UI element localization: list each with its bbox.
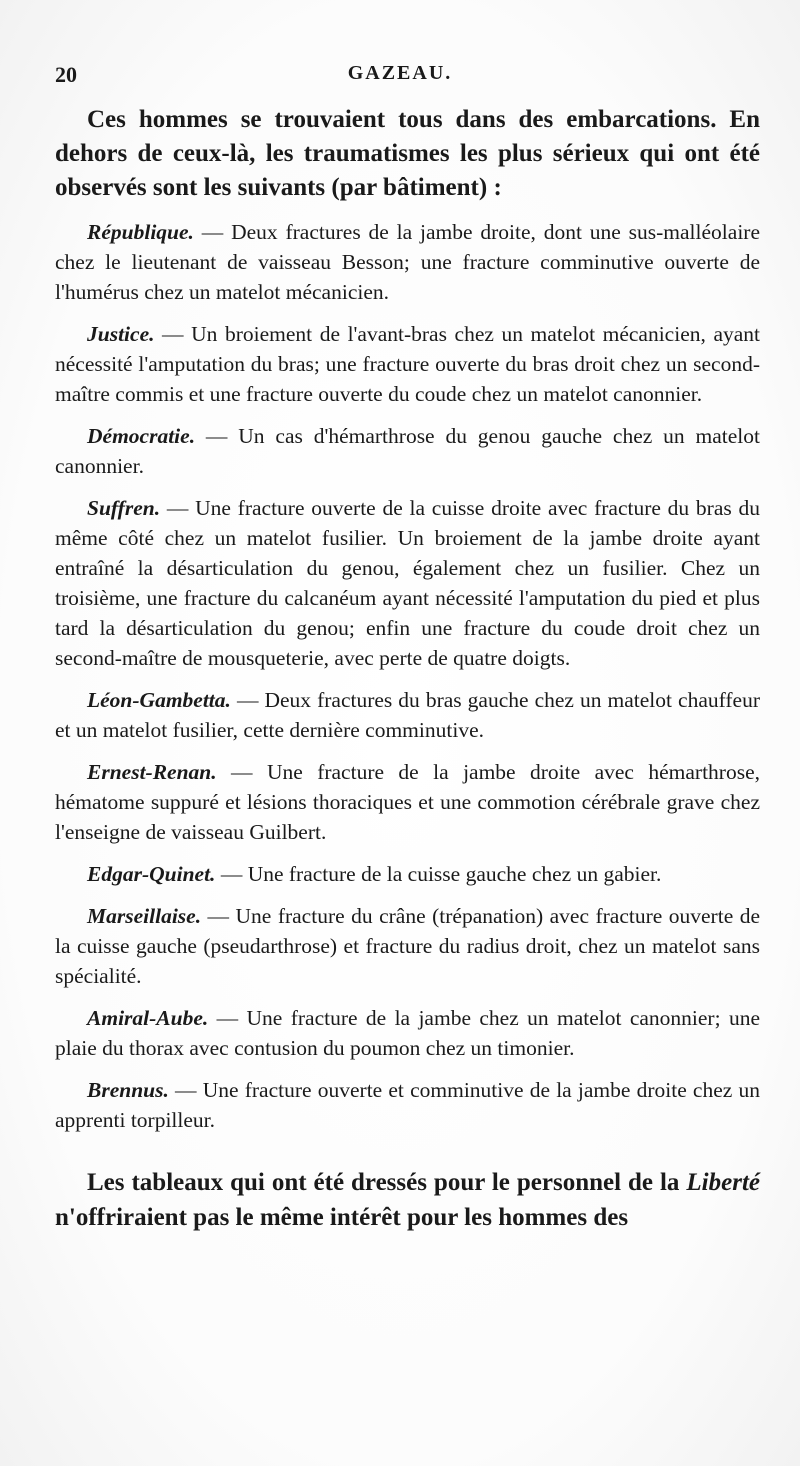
entry-leon-gambetta [55,685,760,745]
ship-name: Léon-Gambetta. [87,688,231,712]
entry-marseillaise [55,901,760,991]
entry-justice [55,319,760,409]
entry-democratie [55,421,760,481]
entry-text: — Une fracture du crâne (trépanation) avec fracture ouverte de la cuisse gauche (pseudarthrose) et fracture du radius droit, chez un matelot sans spécialité. [55,904,760,988]
ship-name: Suffren. [87,496,161,520]
ship-name: République. [87,220,194,244]
closing-text-start: Les tableaux qui ont été dressés pour le personnel de la [87,1169,687,1196]
entry-suffren [55,493,760,673]
ship-name: Marseillaise. [87,904,202,928]
ship-name: Amiral-Aube. [87,1006,209,1030]
ship-name-liberte: Liberté [686,1169,760,1196]
page-number: 20 [55,62,77,87]
intro-paragraph: Ces hommes se trouvaient tous dans des embarcations. En dehors de ceux-là, les traumatismes les plus sérieux qui ont été observés sont les suivants (par bâtiment) : [55,106,760,201]
ship-name: Brennus. [87,1078,169,1102]
entry-brennus [55,1075,760,1135]
body-text [55,103,760,1235]
entry-edgar-quinet [55,859,760,889]
entry-text: — Deux fractures du bras gauche chez un matelot chauffeur et un matelot fusilier, cette dernière comminutive. [55,688,760,742]
ship-name: Edgar-Quinet. [87,862,216,886]
closing-paragraph [55,1165,760,1235]
entry-text: — Une fracture de la jambe droite avec hémarthrose, hématome suppuré et lésions thoraciques et une commotion cérébrale grave chez l'enseigne de vaisseau Guilbert. [55,760,760,844]
entry-ernest-renan [55,757,760,847]
entry-republique [55,217,760,307]
ship-name: Ernest-Renan. [87,760,217,784]
entry-text: — Une fracture ouverte et comminutive de la jambe droite chez un apprenti torpilleur. [55,1078,760,1132]
ship-name: Justice. [87,322,155,346]
entry-text: — Une fracture de la cuisse gauche chez un gabier. [215,862,662,886]
ship-name: Démocratie. [87,424,196,448]
closing-text-end: n'offriraient pas le même intérêt pour les hommes des [55,1204,629,1231]
running-head: GAZEAU. [347,62,453,84]
entry-text: — Une fracture de la jambe chez un matelot canonnier; une plaie du thorax avec contusion du poumon chez un timonier. [55,1006,760,1060]
page-header [55,62,745,98]
entry-text: — Un broiement de l'avant-bras chez un matelot mécanicien, ayant nécessité l'amputation du bras; une fracture ouverte du bras droit chez un second-maître commis et une fracture ouverte du coude chez un matelot canonnier. [55,322,760,406]
entry-text: — Un cas d'hémarthrose du genou gauche chez un matelot canonnier. [55,424,760,478]
entry-amiral-aube [55,1003,760,1063]
entry-text: — Une fracture ouverte de la cuisse droite avec fracture du bras du même côté chez un matelot fusilier. Un broiement de la jambe droite ayant entraîné la désarticulation du genou, également chez un fusilier. Chez un troisième, une fracture du calcanéum ayant nécessité l'amputation du pied et plus tard la désarticulation du genou; enfin une fracture du coude droit chez un second-maître de mousqueterie, avec perte de quatre doigts. [55,496,760,670]
entry-text: — Deux fractures de la jambe droite, dont une sus-malléolaire chez le lieutenant de vaisseau Besson; une fracture comminutive ouverte de l'humérus chez un matelot mécanicien. [55,220,760,304]
